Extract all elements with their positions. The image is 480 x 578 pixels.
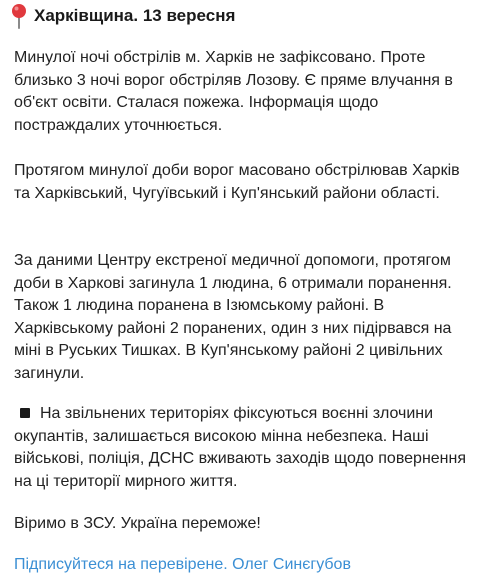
black-square-icon xyxy=(20,408,30,418)
paragraph-night-shelling: Минулої ночі обстрілів м. Харків не зафіксовано. Проте близько 3 ночі ворог обстріляв Лозову. Є пряме влучання в об'єкт освіти. Сталася пожежа. Інформація щодо постраждалих уточнюється. xyxy=(14,49,453,134)
subscribe-link[interactable]: Підписуйтеся на перевірене. Олег Синєгубов xyxy=(14,556,351,573)
paragraph-casualties: За даними Центру екстреної медичної допомоги, протягом доби в Харкові загинула 1 людина, 6 отримали поранення. Також 1 людина поранена в Ізюмському районі. В Харківському районі 2 поранених, один з них підірвався на міні в Руських Тишках. В Куп'янському районі 2 цивільних загинули. xyxy=(14,252,452,382)
paragraph-believe: Вiримо в ЗСУ. Україна переможе! xyxy=(14,515,261,532)
paragraph-liberated-territories xyxy=(14,403,470,493)
post-title-row xyxy=(8,2,235,30)
paragraph-subscribe xyxy=(14,554,470,577)
paragraph-mass-shelling: Протягом минулої доби ворог масовано обстрілював Харків та Харківський, Чугуївський і Куп'янський райони області. xyxy=(14,162,460,202)
round-pushpin-icon xyxy=(8,3,30,29)
post-title: Харківщина. 13 вересня xyxy=(34,6,236,25)
liberated-territories-text: На звільнених територіях фіксуються воєнні злочини окупантів, залишається високою мінна небезпека. Наші військові, поліція, ДСНС вживають заходів щодо повернення на ці території мирного життя. xyxy=(14,405,467,490)
